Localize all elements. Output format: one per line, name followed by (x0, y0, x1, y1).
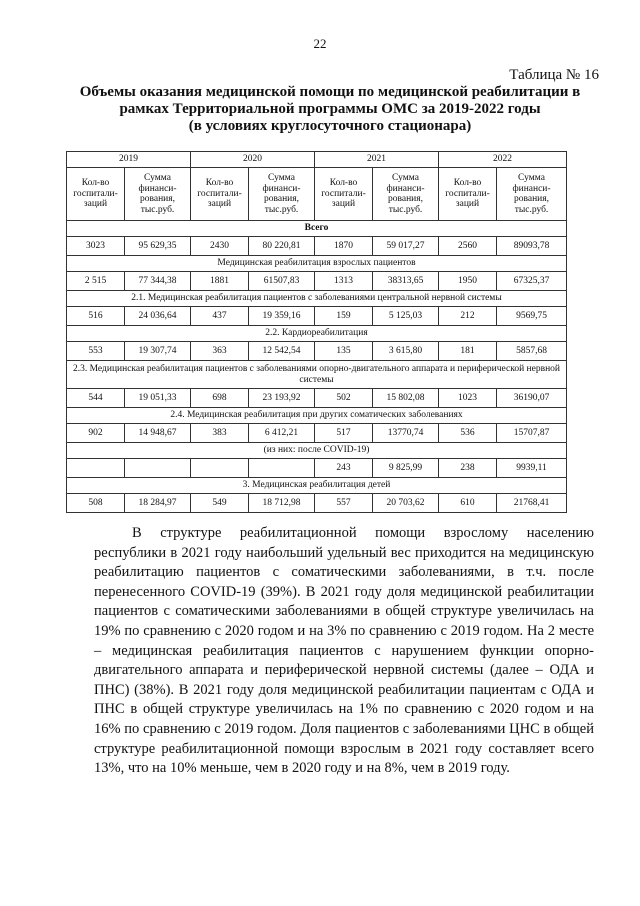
value-cell: 698 (191, 389, 249, 408)
page-number: 22 (313, 36, 327, 51)
value-cell: 80 220,81 (249, 237, 315, 256)
section-label: 2.4. Медицинская реабилитация при других соматических заболеваниях (67, 408, 567, 424)
value-cell: 549 (191, 494, 249, 513)
section-label: 2.1. Медицинская реабилитация пациентов с заболеваниями центральной нервной системы (67, 291, 567, 307)
value-cell: 502 (315, 389, 373, 408)
value-cell: 517 (315, 424, 373, 443)
section-label: (из них: после COVID-19) (67, 443, 567, 459)
table-title (60, 84, 600, 135)
section-label: Всего (67, 221, 567, 237)
value-cell: 363 (191, 342, 249, 361)
value-cell: 3023 (67, 237, 125, 256)
count-header: Кол-во госпитали-заций (315, 168, 373, 221)
value-cell: 95 629,35 (125, 237, 191, 256)
value-cell: 89093,78 (497, 237, 567, 256)
value-cell: 1950 (439, 272, 497, 291)
year-header: 2021 (315, 152, 439, 168)
value-cell: 1881 (191, 272, 249, 291)
value-cell: 1870 (315, 237, 373, 256)
value-cell: 1313 (315, 272, 373, 291)
value-cell: 1023 (439, 389, 497, 408)
medical-rehab-table (66, 151, 567, 513)
value-cell: 238 (439, 459, 497, 478)
value-cell: 544 (67, 389, 125, 408)
title-line: Объемы оказания медицинской помощи по медицинской реабилитации в (79, 84, 581, 100)
value-cell: 181 (439, 342, 497, 361)
value-cell: 18 284,97 (125, 494, 191, 513)
value-cell: 19 307,74 (125, 342, 191, 361)
value-cell: 902 (67, 424, 125, 443)
value-cell: 59 017,27 (373, 237, 439, 256)
value-cell: 20 703,62 (373, 494, 439, 513)
count-header: Кол-во госпитали-заций (439, 168, 497, 221)
value-cell: 24 036,64 (125, 307, 191, 326)
amount-header: Сумма финанси-рования, тыс.руб. (497, 168, 567, 221)
value-cell: 9569,75 (497, 307, 567, 326)
value-cell: 19 359,16 (249, 307, 315, 326)
value-cell: 77 344,38 (125, 272, 191, 291)
section-label: 2.2. Кардиореабилитация (67, 326, 567, 342)
section-label: Медицинская реабилитация взрослых пациентов (67, 256, 567, 272)
amount-header: Сумма финанси-рования, тыс.руб. (125, 168, 191, 221)
value-cell: 5857,68 (497, 342, 567, 361)
value-cell: 36190,07 (497, 389, 567, 408)
amount-header: Сумма финанси-рования, тыс.руб. (373, 168, 439, 221)
value-cell: 9 825,99 (373, 459, 439, 478)
value-cell: 536 (439, 424, 497, 443)
value-cell: 14 948,67 (125, 424, 191, 443)
value-cell (249, 459, 315, 478)
amount-header: Сумма финанси-рования, тыс.руб. (249, 168, 315, 221)
section-label: 2.3. Медицинская реабилитация пациентов с заболеваниями опорно-двигательного аппарата и периферической нервной системы (67, 361, 567, 389)
value-cell: 135 (315, 342, 373, 361)
value-cell (191, 459, 249, 478)
year-header: 2022 (439, 152, 567, 168)
title-line: (в условиях круглосуточного стационара) (188, 118, 472, 134)
value-cell (67, 459, 125, 478)
year-header: 2019 (67, 152, 191, 168)
value-cell: 15 802,08 (373, 389, 439, 408)
body-paragraph: В структуре реабилитационной помощи взрослому населению республики в 2021 году наибольший удельный вес приходится на медицинскую реабилитацию пациентов с соматическими заболеваниями, в т.ч. после перенесенного COVID-19 (39%). В 2021 году доля медицинской реабилитации пациентов с соматическими заболеваниями в общей структуре увеличилась на 19% по сравнению с 2020 годом и на 3% по сравнению с 2019 годом. На 2 месте – медицинская реабилитация пациентов с нарушением функции опорно-двигательного аппарата и периферической нервной системы (далее – ОДА и ПНС) (38%). В 2021 году доля медицинской реабилитации пациентам с ОДА и ПНС в общей структуре увеличилась на 1% по сравнению с 2020 годом и на 16% по сравнению с 2019 годом. Доля пациентов с заболеваниями ЦНС в общей структуре реабилитационной помощи взрослым в 2021 году составляет всего 13%, что на 10% меньше, чем в 2020 году и на 8%, чем в 2019 году. (94, 525, 594, 777)
value-cell: 508 (67, 494, 125, 513)
value-cell: 516 (67, 307, 125, 326)
value-cell: 159 (315, 307, 373, 326)
value-cell: 67325,37 (497, 272, 567, 291)
count-header: Кол-во госпитали-заций (67, 168, 125, 221)
value-cell: 2560 (439, 237, 497, 256)
title-line: рамках Территориальной программы ОМС за 2019-2022 годы (119, 101, 541, 117)
body-text (94, 524, 594, 779)
value-cell: 2430 (191, 237, 249, 256)
value-cell: 610 (439, 494, 497, 513)
value-cell: 437 (191, 307, 249, 326)
section-label: 3. Медицинская реабилитация детей (67, 478, 567, 494)
value-cell: 6 412,21 (249, 424, 315, 443)
value-cell (125, 459, 191, 478)
value-cell: 18 712,98 (249, 494, 315, 513)
table-caption: Таблица № 16 (509, 67, 599, 83)
value-cell: 212 (439, 307, 497, 326)
value-cell: 5 125,03 (373, 307, 439, 326)
value-cell: 383 (191, 424, 249, 443)
value-cell: 9939,11 (497, 459, 567, 478)
value-cell: 15707,87 (497, 424, 567, 443)
value-cell: 38313,65 (373, 272, 439, 291)
value-cell: 557 (315, 494, 373, 513)
value-cell: 19 051,33 (125, 389, 191, 408)
value-cell: 13770,74 (373, 424, 439, 443)
count-header: Кол-во госпитали-заций (191, 168, 249, 221)
year-header: 2020 (191, 152, 315, 168)
value-cell: 61507,83 (249, 272, 315, 291)
value-cell: 2 515 (67, 272, 125, 291)
value-cell: 23 193,92 (249, 389, 315, 408)
value-cell: 21768,41 (497, 494, 567, 513)
value-cell: 553 (67, 342, 125, 361)
value-cell: 3 615,80 (373, 342, 439, 361)
value-cell: 12 542,54 (249, 342, 315, 361)
value-cell: 243 (315, 459, 373, 478)
